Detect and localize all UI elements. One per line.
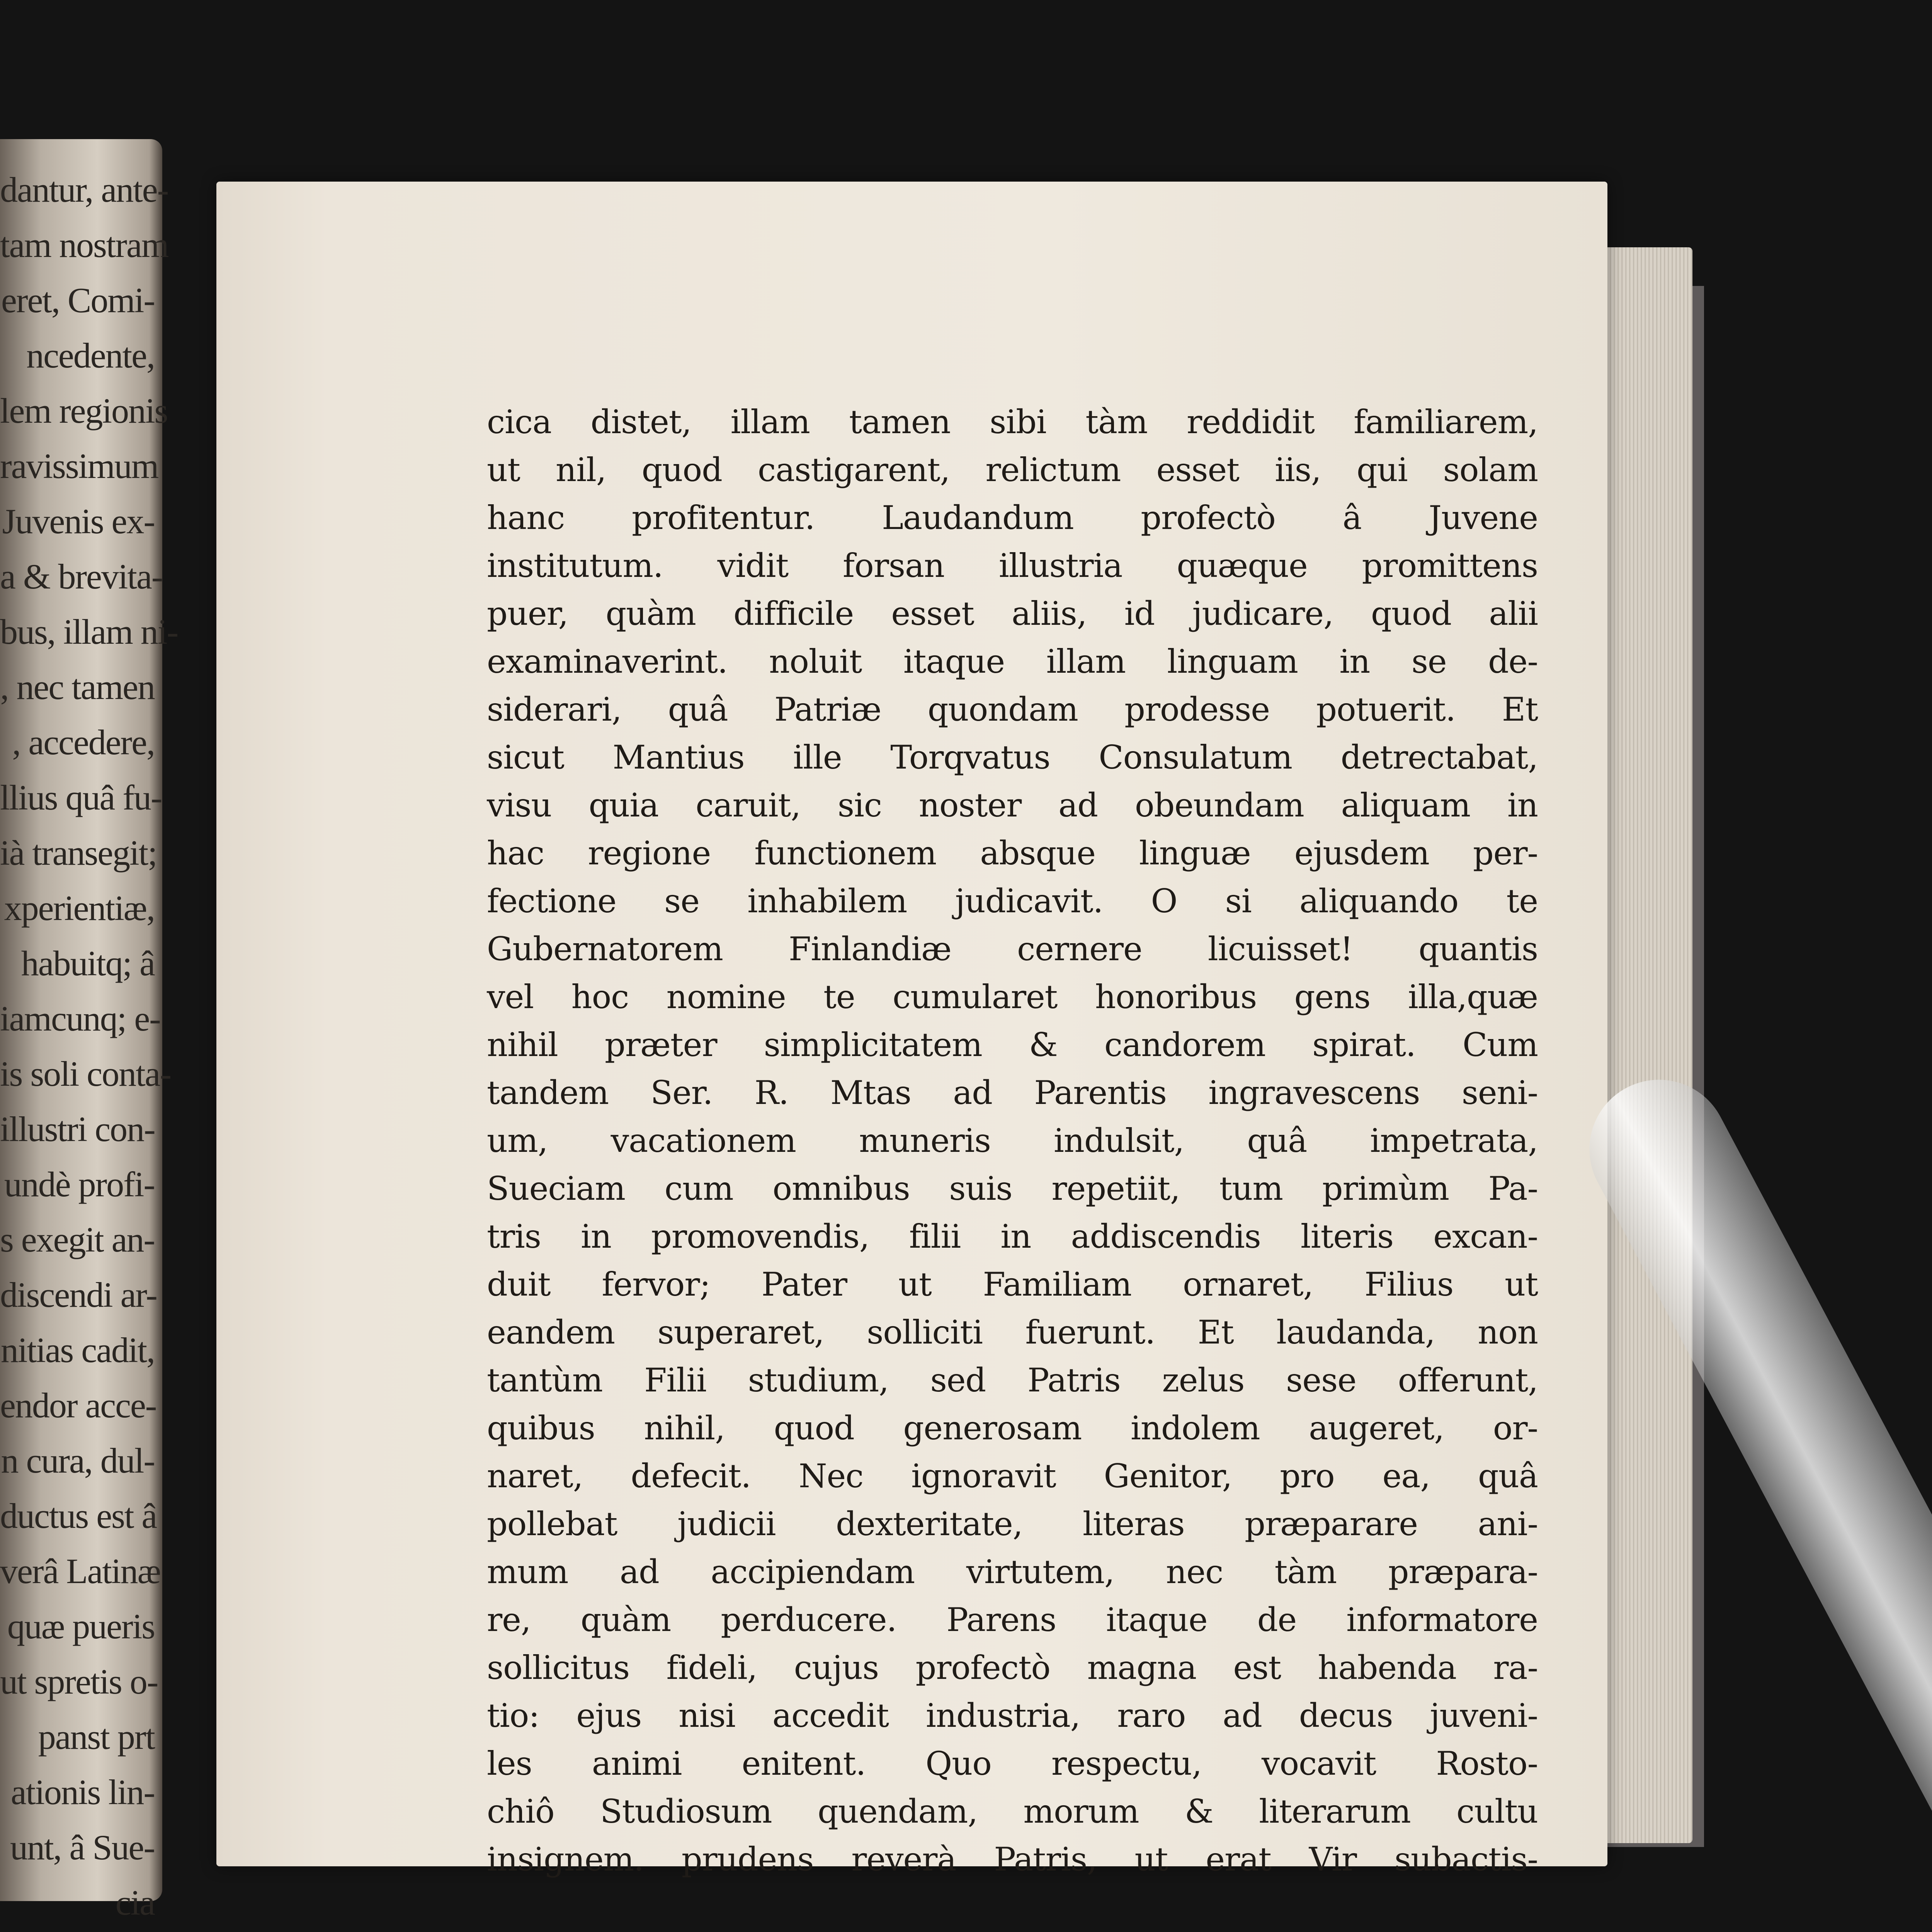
- text-line: Gubernatorem Finlandiæ cernere licuisset! quantis: [487, 930, 1538, 968]
- text-line: vel hoc nomine te cumularet honoribus gens illa,quæ: [487, 978, 1538, 1016]
- left-text-line: nitias cadit,: [0, 1330, 155, 1370]
- left-text-line: ductus est â: [0, 1496, 157, 1536]
- text-line: quibus nihil, quod generosam indolem augeret, or-: [487, 1409, 1538, 1447]
- text-line: mum ad accipiendam virtutem, nec tàm præpara-: [487, 1553, 1538, 1591]
- left-text-line: bus, illam ni-: [0, 612, 178, 651]
- text-line: tandem Ser. R. Mtas ad Parentis ingravescens seni-: [487, 1074, 1538, 1112]
- text-line: re, quàm perducere. Parens itaque de informatore: [487, 1601, 1538, 1639]
- text-line: tris in promovendis, filii in addiscendis literis excan-: [487, 1218, 1538, 1255]
- left-text-line: eret, Comi-: [1, 281, 155, 320]
- text-line: hanc profitentur. Laudandum profectò â Juvene: [487, 499, 1538, 537]
- left-text-line: ià transegit;: [0, 833, 157, 872]
- text-line: duit fervor; Pater ut Familiam ornaret, Filius ut: [487, 1265, 1538, 1303]
- left-text-line: cia: [115, 1883, 155, 1922]
- left-text-line: ut spretis o-: [0, 1662, 158, 1701]
- left-text-line: habuitq; â: [21, 944, 155, 983]
- left-text-line: xperientiæ,: [4, 888, 155, 928]
- left-text-line: illustri con-: [0, 1109, 155, 1149]
- body-text: [487, 398, 1538, 1883]
- left-text-line: quæ pueris: [7, 1607, 155, 1646]
- left-text-line: iamcunq; e-: [0, 999, 160, 1038]
- right-page: [216, 182, 1607, 1878]
- left-text-line: a & brevita-: [0, 557, 163, 596]
- left-text-line: panst prt: [38, 1717, 155, 1757]
- text-line: sollicitus fideli, cujus profectò magna est habenda ra-: [487, 1649, 1538, 1687]
- left-text-line: verâ Latinæ: [0, 1551, 160, 1591]
- left-text-line: unt, â Sue-: [10, 1828, 155, 1867]
- left-text-line: Juvenis ex-: [2, 502, 155, 541]
- text-line: ut nil, quod castigarent, relictum esset iis, qui solam: [487, 451, 1538, 489]
- left-facing-page: [0, 139, 178, 1922]
- left-text-line: undè profi-: [4, 1165, 155, 1204]
- left-text-line: ationis lin-: [10, 1772, 155, 1812]
- left-text-line: , accedere,: [12, 723, 155, 762]
- text-line: chiô Studiosum quendam, morum & literarum cultu: [487, 1793, 1538, 1830]
- left-text-line: llius quâ fu-: [0, 778, 162, 817]
- text-line: tio: ejus nisi accedit industria, raro ad decus juveni-: [487, 1697, 1538, 1735]
- text-line: puer, quàm difficile esset aliis, id judicare, quod alii: [487, 595, 1538, 633]
- left-text-line: is soli conta-: [0, 1054, 171, 1094]
- text-line: eandem superaret, solliciti fuerunt. Et laudanda, non: [487, 1313, 1538, 1351]
- text-line: naret, defecit. Nec ignoravit Genitor, pro ea, quâ: [487, 1457, 1538, 1495]
- text-line: institutum. vidit forsan illustria quæque promittens: [487, 547, 1538, 585]
- left-text-line: lem regionis: [0, 391, 168, 430]
- text-line: Sueciam cum omnibus suis repetiit, tum primùm Pa-: [487, 1170, 1538, 1208]
- text-line: hac regione functionem absque linguæ ejusdem per-: [487, 834, 1538, 872]
- left-text-line: ravissimum: [0, 446, 158, 486]
- text-line: examinaverint. noluit itaque illam linguam in se de-: [487, 643, 1538, 680]
- text-line: nihil præter simplicitatem & candorem spirat. Cum: [487, 1026, 1538, 1064]
- text-line: insignem. prudens reverà Patris, ut erat Vir subactis-: [487, 1840, 1538, 1878]
- text-line: les animi enitent. Quo respectu, vocavit Rosto-: [487, 1745, 1538, 1782]
- text-line: tantùm Filii studium, sed Patris zelus sese offerunt,: [487, 1361, 1538, 1399]
- left-text-line: discendi ar-: [0, 1275, 157, 1315]
- left-text-line: tam nostram: [0, 225, 168, 265]
- text-line: pollebat judicii dexteritate, literas præparare ani-: [487, 1505, 1538, 1543]
- text-line: sicut Mantius ille Torqvatus Consulatum detrectabat,: [487, 738, 1538, 776]
- text-line: siderari, quâ Patriæ quondam prodesse potuerit. Et: [487, 690, 1538, 728]
- text-line: um, vacationem muneris indulsit, quâ impetrata,: [487, 1122, 1538, 1160]
- left-text-line: , nec tamen: [0, 667, 155, 707]
- left-text-line: n cura, dul-: [1, 1441, 155, 1480]
- text-line: fectione se inhabilem judicavit. O si aliquando te: [487, 882, 1538, 920]
- left-page-text: [0, 162, 178, 1930]
- left-text-line: s exegit an-: [0, 1220, 155, 1259]
- text-line: visu quia caruit, sic noster ad obeundam aliquam in: [487, 786, 1538, 824]
- left-text-line: ncedente,: [26, 336, 155, 375]
- text-line: cica distet, illam tamen sibi tàm reddidit familiarem,: [487, 403, 1538, 441]
- left-text-line: endor acce-: [0, 1386, 156, 1425]
- left-text-line: dantur, ante-: [0, 170, 168, 209]
